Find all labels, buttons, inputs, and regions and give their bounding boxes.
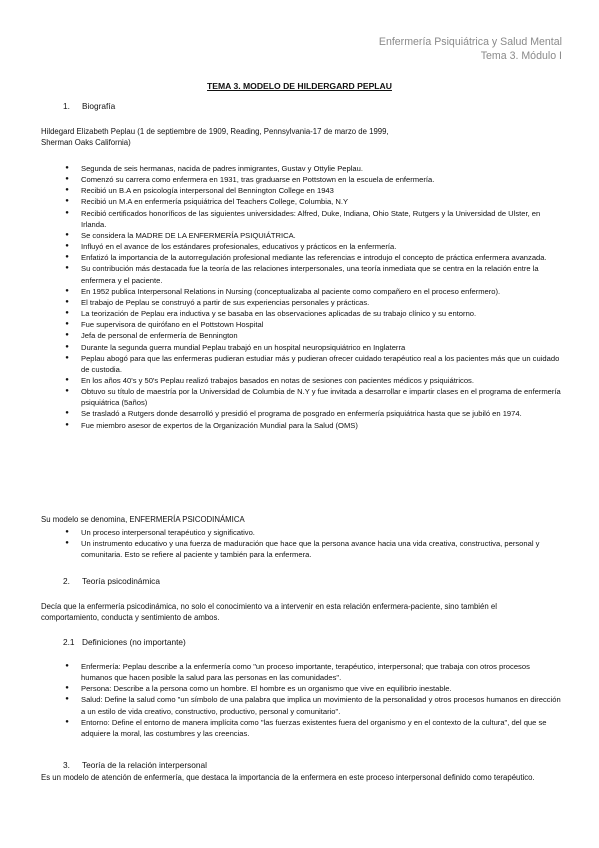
list-item: ● Jefa de personal de enfermería de Bennington (65, 331, 238, 341)
list-item: ● El trabajo de Peplau se construyó a partir de sus experiencias personales y prácticas. (65, 297, 370, 307)
list-item: ● Un proceso interpersonal terapéutico y significativo. (65, 528, 255, 537)
model-list (63, 527, 561, 560)
list-item: ● La teorización de Peplau era inductiva y se basaba en las observaciones aplicadas de su trabajo clínico y su entorno. (65, 309, 477, 319)
section-3-number: 3. (63, 760, 70, 770)
section-1-number: 1. (63, 101, 70, 111)
section-2-heading (63, 576, 160, 587)
document-title: TEMA 3. MODELO DE HILDERGARD PEPLAU (207, 81, 392, 91)
page-header (379, 36, 562, 63)
relation-paragraph: Es un modelo de atención de enfermería, que destaca la importancia de la enfermera en este proceso interpersonal definido como terapéutico. (41, 773, 535, 782)
bio-intro: Hildegard Elizabeth Peplau (1 de septiembre de 1909, Reading, Pennsylvania-17 de marzo de 1999, Sherman Oaks California) (41, 127, 389, 148)
section-1-label: Biografía (82, 101, 116, 111)
section-2-1-heading (63, 637, 186, 648)
definition-persona: ● Persona: Describe a la persona como un hombre. El hombre es un organismo que vive en equilibrio inestable. (65, 684, 452, 694)
header-module: Tema 3. Módulo I (480, 49, 562, 62)
list-item: ● Fue miembro asesor de expertos de la Organización Mundial para la Salud (OMS) (65, 420, 358, 430)
model-intro: Su modelo se denomina, ENFERMERÍA PSICODINÁMICA (41, 515, 245, 524)
list-item: ● Recibió un M.A en enfermería psiquiátrica del Teachers College, Columbia, N.Y (65, 197, 349, 207)
list-item: ● Peplau abogó para que las enfermeras pudieran estudiar más y pudieran ofrecer cuidado terapéutico real a los pacientes más que un cuidado de custodia. (65, 353, 560, 374)
list-item: ● Recibió certificados honoríficos de las siguientes universidades: Alfred, Duke, Indiana, Ohio State, Rutgers y la Universidad de Ulster, en Irlanda. (65, 208, 541, 229)
list-item: ● Segunda de seis hermanas, nacida de padres inmigrantes, Gustav y Ottylie Peplau. (65, 164, 363, 173)
list-item: ● Se trasladó a Rutgers donde desarrolló y presidió el programa de posgrado en enfermería psiquiátrica hasta que se jubiló en 1974. (65, 409, 522, 419)
list-item: ● Durante la segunda guerra mundial Peplau trabajó en un hospital neuropsiquiátrico en Inglaterra (65, 342, 406, 352)
theory-paragraph: Decía que la enfermería psicodinámica, no solo el conocimiento va a intervenir en esta relación enfermera-paciente, sino también el comportamiento, conducta y sentimiento de ambos. (41, 602, 497, 623)
section-3-label: Teoría de la relación interpersonal (82, 760, 207, 770)
list-item: ● Se considera la MADRE DE LA ENFERMERÍA PSIQUIÁTRICA. (65, 230, 296, 240)
section-1-heading (63, 101, 115, 112)
section-2-1-number: 2.1 (63, 637, 75, 647)
list-item: ● Comenzó su carrera como enfermera en 1931, tras graduarse en Pottstown en la escuela de enfermería. (65, 175, 435, 185)
definition-salud: ● Salud: Define la salud como "un símbolo de una palabra que implica un movimiento de la personalidad y otros procesos humanos en dirección a un estilo de vida creativo, constructivo, productivo, personal y comunitario". (65, 695, 561, 716)
list-item: ● Enfatizó la importancia de la autorregulación profesional mediante las referencias e introdujo el concepto de práctica enfermera avanzada. (65, 253, 547, 263)
list-item: ● En 1952 publica Interpersonal Relations in Nursing (conceptualizaba al paciente como compañero en el proceso enfermero). (65, 286, 501, 296)
header-subject: Enfermería Psiquiátrica y Salud Mental (378, 36, 562, 48)
list-item: ● Recibió un B.A en psicología interpersonal del Bennington College en 1943 (65, 186, 334, 196)
list-item: ● En los años 40's y 50's Peplau realizó trabajos basados en notas de sesiones con pacientes médicos y psiquiátricos. (65, 375, 474, 385)
section-3-heading (63, 760, 207, 771)
section-2-1-label: Definiciones (no importante) (82, 637, 186, 647)
list-item: ● Su contribución más destacada fue la teoría de las relaciones interpersonales, una teoría inmediata que se centra en la relación entre la enfermera y el paciente. (65, 264, 539, 285)
list-item: ● Fue supervisora de quirófano en el Pottstown Hospital (65, 320, 264, 330)
section-2-number: 2. (63, 576, 70, 586)
definition-enfermeria: ● Enfermería: Peplau describe a la enfermería como "un proceso importante, terapéutico, interpersonal; que trabaja con otros procesos humanos que hacen posible la salud para las personas en las comunidades". (65, 662, 530, 683)
list-item: ● Obtuvo su título de maestría por la Universidad de Columbia de N.Y y fue invitada a desarrollar e impartir clases en el programa de enfermería psiquiátrica (5años) (65, 387, 561, 408)
list-item: ● Influyó en el avance de los estándares profesionales, educativos y prácticos en la enfermería. (65, 242, 397, 252)
section-2-label: Teoría psicodinámica (82, 576, 160, 586)
bio-list (63, 163, 561, 431)
list-item: ● Un instrumento educativo y una fuerza de maduración que hace que la persona avance hacia una vida creativa, constructiva, personal y comunitaria. Esto se refiere al paciente y también para la enfermera. (65, 539, 540, 560)
definition-entorno: ● Entorno: Define el entorno de manera implícita como "las fuerzas existentes fuera del organismo y en el contexto de la cultura", del que se adquiere la moral, las costumbres y las creencias. (65, 717, 547, 738)
definitions-list (63, 661, 561, 739)
